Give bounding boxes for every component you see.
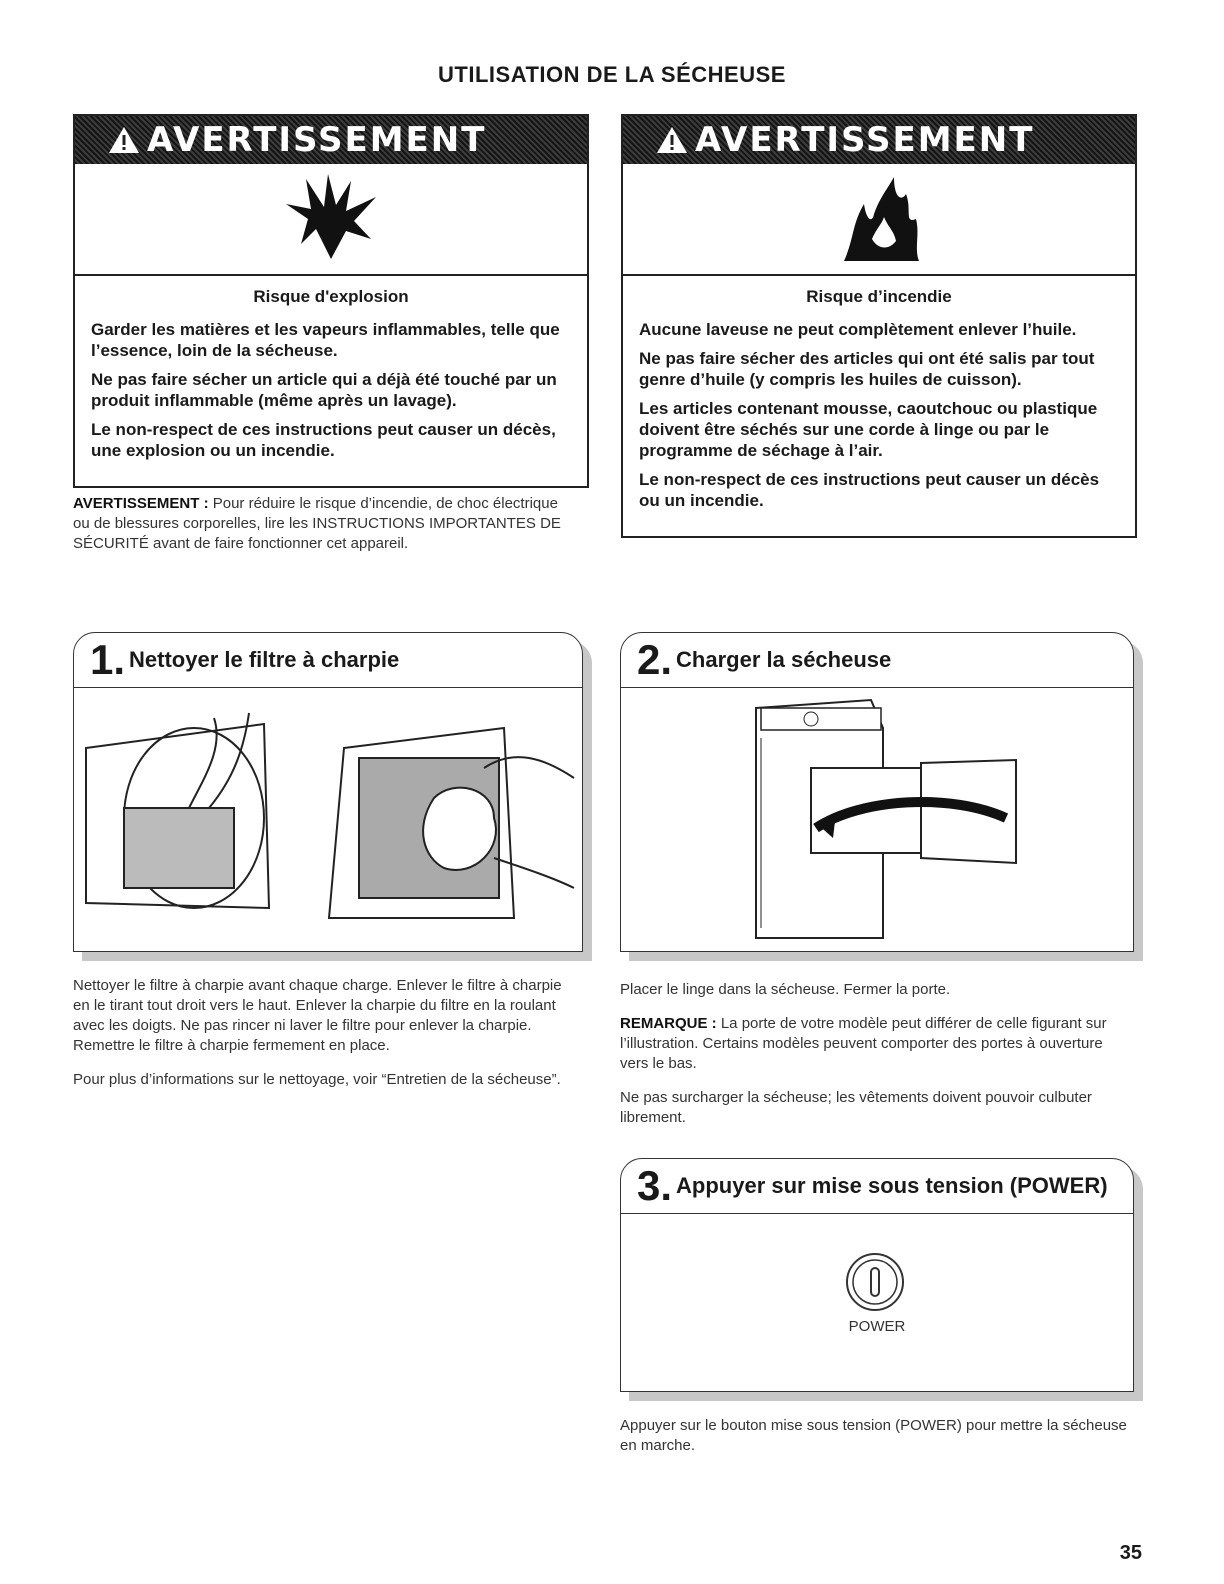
explosion-icon — [75, 164, 587, 276]
step-1-paragraph: Pour plus d’informations sur le nettoyage, voir “Entretien de la sécheuse”. — [73, 1071, 561, 1088]
lint-filter-icon — [74, 688, 582, 950]
step-3-header — [621, 1159, 1133, 1214]
warning-line: Ne pas faire sécher un article qui a déjà été touché par un produit inflammable (même après un lavage). — [91, 370, 557, 410]
warning-line: Le non-respect de ces instructions peut causer un décès ou un incendie. — [639, 470, 1100, 510]
general-warning-label: AVERTISSEMENT : — [73, 495, 209, 512]
warning-box-explosion — [73, 114, 589, 488]
page-number: 35 — [1119, 1542, 1142, 1564]
risk-title: Risque d'explosion — [253, 287, 409, 306]
power-label: POWER — [848, 1318, 906, 1335]
risk-title: Risque d’incendie — [806, 287, 952, 306]
step-number: 2. — [637, 636, 673, 683]
step-title: Charger la sécheuse — [676, 647, 892, 672]
step-3-text — [620, 1416, 1132, 1470]
warning-line: Aucune laveuse ne peut complètement enlever l’huile. — [639, 320, 1077, 339]
dryer-icon — [621, 688, 1133, 950]
warning-line: Le non-respect de ces instructions peut causer un décès, une explosion ou un incendie. — [91, 420, 556, 460]
step-2-panel — [620, 632, 1134, 952]
warning-box-fire — [621, 114, 1137, 538]
step-title: Nettoyer le filtre à charpie — [129, 647, 400, 672]
warning-header — [75, 116, 587, 164]
warning-header-label: AVERTISSEMENT — [695, 120, 1035, 160]
warning-triangle-icon — [655, 125, 689, 155]
step-title: Appuyer sur mise sous tension (POWER) — [676, 1173, 1108, 1198]
step-3-paragraph: Appuyer sur le bouton mise sous tension (POWER) pour mettre la sécheuse en marche. — [620, 1417, 1127, 1454]
lint-filter-illustration — [74, 688, 582, 950]
page-title: UTILISATION DE LA SÉCHEUSE — [438, 62, 786, 87]
warning-line: Les articles contenant mousse, caoutchouc ou plastique doivent être séchés sur une corde à linge ou par le programme de séchage à l’air. — [639, 399, 1098, 460]
step-2-header — [621, 633, 1133, 688]
step-1-paragraph: Nettoyer le filtre à charpie avant chaque charge. Enlever le filtre à charpie en le tirant tout droit vers le haut. Enlever la charpie du filtre en la roulant avec les doigts. Ne pas rincer ni laver le filtre pour enlever la charpie. Remettre le filtre à charpie fermement en place. — [73, 977, 562, 1054]
general-warning — [73, 494, 563, 554]
step-1-panel — [73, 632, 583, 952]
fire-icon — [623, 164, 1135, 276]
step-2-paragraph: Ne pas surcharger la sécheuse; les vêtements doivent pouvoir culbuter librement. — [620, 1089, 1092, 1126]
step-1-text — [73, 976, 581, 1104]
step-number: 3. — [637, 1162, 673, 1209]
power-icon — [843, 1250, 907, 1314]
step-2-note — [620, 1014, 1132, 1074]
note-text: La porte de votre modèle peut différer de celle figurant sur l’illustration. Certains modèles peuvent comporter des portes à ouverture vers le bas. — [620, 1015, 1107, 1072]
step-1-header — [74, 633, 582, 688]
note-label: REMARQUE : — [620, 1015, 717, 1032]
warning-triangle-icon — [107, 125, 141, 155]
warning-header — [623, 116, 1135, 164]
general-warning-text: Pour réduire le risque d’incendie, de choc électrique ou de blessures corporelles, lire les INSTRUCTIONS IMPORTANTES DE SÉCURITÉ avant de faire fonctionner cet appareil. — [73, 495, 561, 552]
load-dryer-illustration — [621, 688, 1133, 950]
step-number: 1. — [90, 636, 126, 683]
step-2-text — [620, 980, 1132, 1142]
warning-line: Ne pas faire sécher des articles qui ont été salis par tout genre d’huile (y compris les huiles de cuisson). — [639, 349, 1095, 389]
step-3-panel — [620, 1158, 1134, 1392]
step-2-paragraph: Placer le linge dans la sécheuse. Fermer la porte. — [620, 981, 951, 998]
warning-line: Garder les matières et les vapeurs inflammables, telle que l’essence, loin de la sécheuse. — [91, 320, 560, 360]
warning-header-label: AVERTISSEMENT — [147, 120, 487, 160]
